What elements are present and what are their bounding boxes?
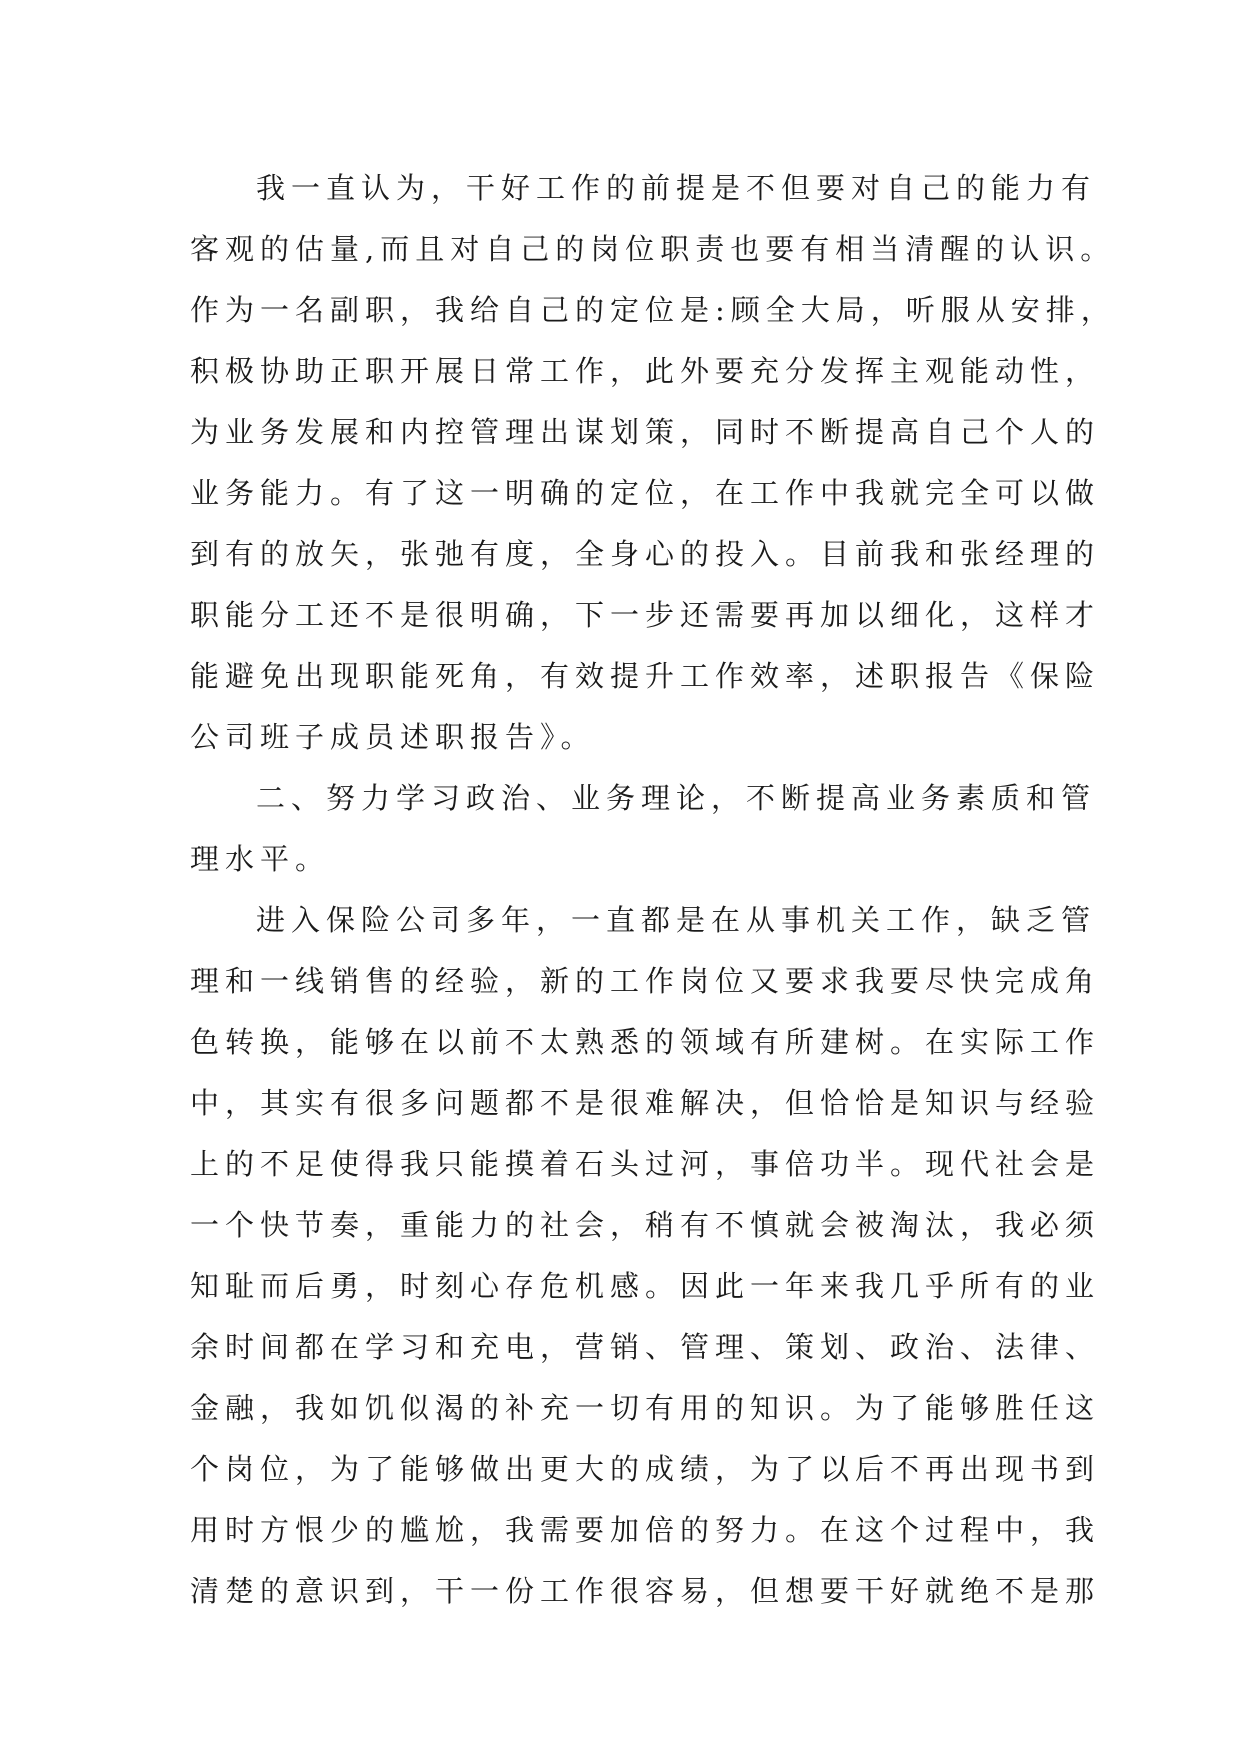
document-body: [190, 158, 1116, 1622]
paragraph-line: 为业务发展和内控管理出谋划策，同时不断提高自己个人的: [190, 415, 1101, 449]
paragraph-line: 中，其实有很多问题都不是很难解决，但恰恰是知识与经验: [190, 1086, 1101, 1120]
paragraph-line: 作为一名副职，我给自己的定位是:顾全大局，听服从安排，: [190, 293, 1116, 327]
paragraph-line: 客观的估量,而且对自己的岗位职责也要有相当清醒的认识。: [190, 232, 1116, 266]
paragraph-line: 个岗位，为了能够做出更大的成绩，为了以后不再出现书到: [190, 1452, 1101, 1486]
paragraph-line: 进入保险公司多年，一直都是在从事机关工作，缺乏管: [256, 903, 1097, 937]
paragraph-line: 到有的放矢，张弛有度，全身心的投入。目前我和张经理的: [190, 537, 1101, 571]
paragraph-line: 色转换，能够在以前不太熟悉的领域有所建树。在实际工作: [190, 1025, 1101, 1059]
paragraph-line: 金融，我如饥似渴的补充一切有用的知识。为了能够胜任这: [190, 1391, 1101, 1425]
paragraph-line: 我一直认为，干好工作的前提是不但要对自己的能力有: [256, 171, 1097, 205]
paragraph-line: 一个快节奏，重能力的社会，稍有不慎就会被淘汰，我必须: [190, 1208, 1101, 1242]
paragraph-line: 能避免出现职能死角，有效提升工作效率，述职报告《保险: [190, 659, 1101, 693]
section-heading-line: 二、努力学习政治、业务理论，不断提高业务素质和管: [256, 781, 1097, 815]
paragraph-line: 理和一线销售的经验，新的工作岗位又要求我要尽快完成角: [190, 964, 1101, 998]
paragraph-line: 职能分工还不是很明确，下一步还需要再加以细化，这样才: [190, 598, 1101, 632]
paragraph-line: 上的不足使得我只能摸着石头过河，事倍功半。现代社会是: [190, 1147, 1101, 1181]
paragraph-line: 余时间都在学习和充电，营销、管理、策划、政治、法律、: [190, 1330, 1101, 1364]
section-heading-line: 理水平。: [190, 842, 331, 876]
paragraph-line: 积极协助正职开展日常工作，此外要充分发挥主观能动性，: [190, 354, 1101, 388]
paragraph-line: 清楚的意识到，干一份工作很容易，但想要干好就绝不是那: [190, 1574, 1101, 1608]
paragraph-line: 公司班子成员述职报告》。: [190, 720, 596, 754]
paragraph-line: 知耻而后勇，时刻心存危机感。因此一年来我几乎所有的业: [190, 1269, 1101, 1303]
paragraph-line: 用时方恨少的尴尬，我需要加倍的努力。在这个过程中，我: [190, 1513, 1101, 1547]
paragraph-line: 业务能力。有了这一明确的定位，在工作中我就完全可以做: [190, 476, 1101, 510]
